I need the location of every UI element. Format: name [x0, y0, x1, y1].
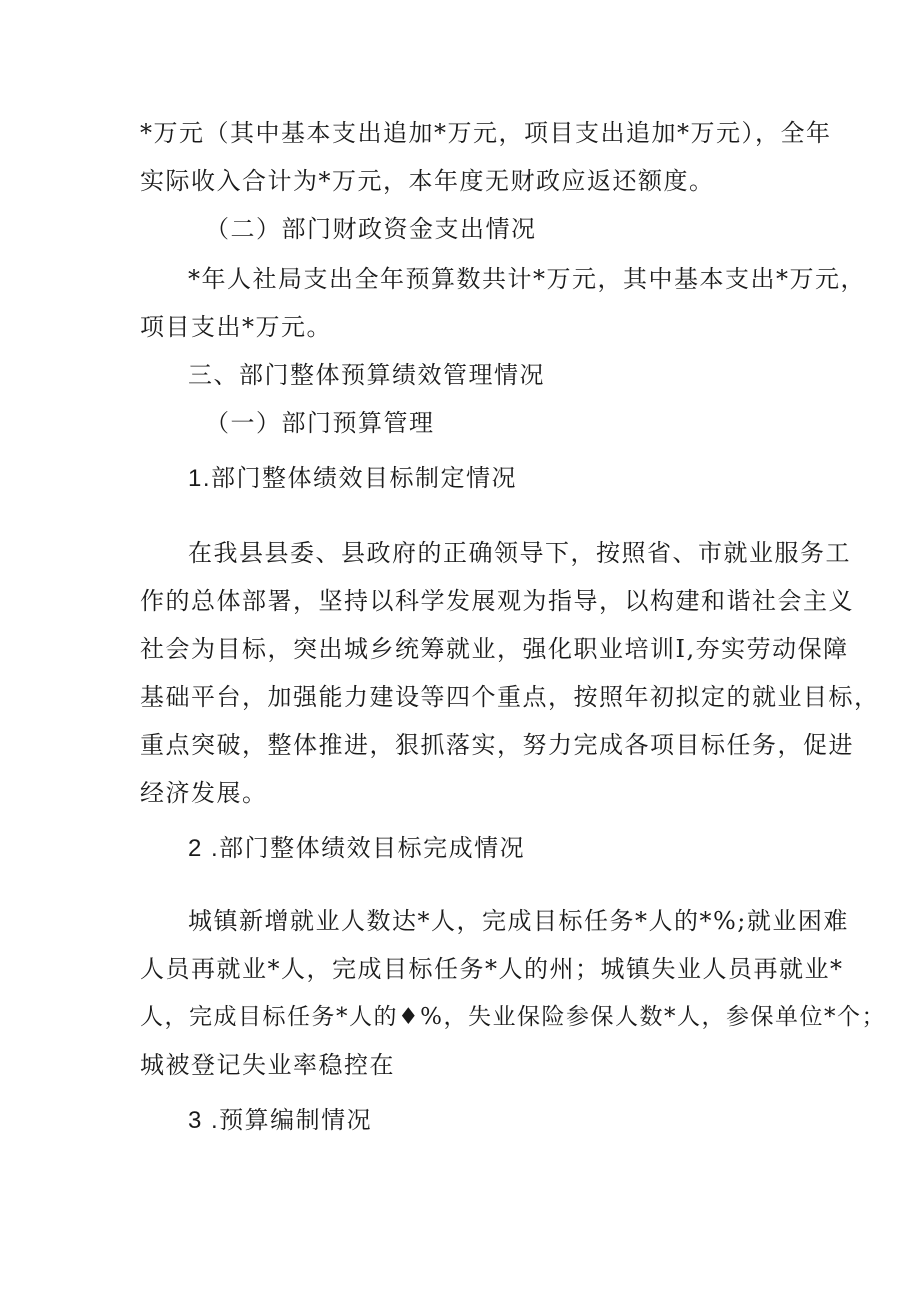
- paragraph-line: 经济发展。: [140, 779, 268, 807]
- section-heading: 三、部门整体预算绩效管理情况: [188, 361, 545, 389]
- paragraph-line: 城被登记失业率稳控在: [140, 1051, 395, 1079]
- paragraph-line: 实际收入合计为*万元，本年度无财政应返还额度。: [140, 167, 715, 195]
- paragraph-line: *年人社局支出全年预算数共计*万元，其中基本支出*万元，: [188, 265, 866, 293]
- paragraph-line: 作的总体部署，坚持以科学发展观为指导，以构建和谐社会主义: [140, 587, 854, 615]
- paragraph-line: 在我县县委、县政府的正确领导下，按照省、市就业服务工: [188, 539, 851, 567]
- subsection-heading: 3 .预算编制情况: [188, 1107, 373, 1134]
- paragraph-line: *万元（其中基本支出追加*万元，项目支出追加*万元），全年: [140, 119, 832, 147]
- paragraph-line: 项目支出*万元。: [140, 313, 332, 341]
- paragraph-line: 基础平台，加强能力建设等四个重点，按照年初拟定的就业目标，: [140, 683, 880, 711]
- paragraph-line: 社会为目标，突出城乡统筹就业，强化职业培训I,夯实劳动保障: [140, 635, 849, 663]
- subsection-heading: 2 .部门整体绩效目标完成情况: [188, 835, 526, 862]
- paragraph-line: 人，完成目标任务*人的♦%，失业保险参保人数*人，参保单位*个；: [140, 1004, 886, 1030]
- subsection-heading: 1.部门整体绩效目标制定情况: [188, 465, 518, 492]
- paragraph-line: 城镇新增就业人数达*人，完成目标任务*人的*%;就业困难: [188, 907, 849, 935]
- section-heading: （一）部门预算管理: [205, 409, 435, 437]
- paragraph-line: 重点突破，整体推进，狠抓落实，努力完成各项目标任务，促进: [140, 731, 854, 759]
- section-heading: （二）部门财政资金支出情况: [205, 215, 537, 243]
- paragraph-line: 人员再就业*人，完成目标任务*人的州；城镇失业人员再就业*: [140, 955, 844, 983]
